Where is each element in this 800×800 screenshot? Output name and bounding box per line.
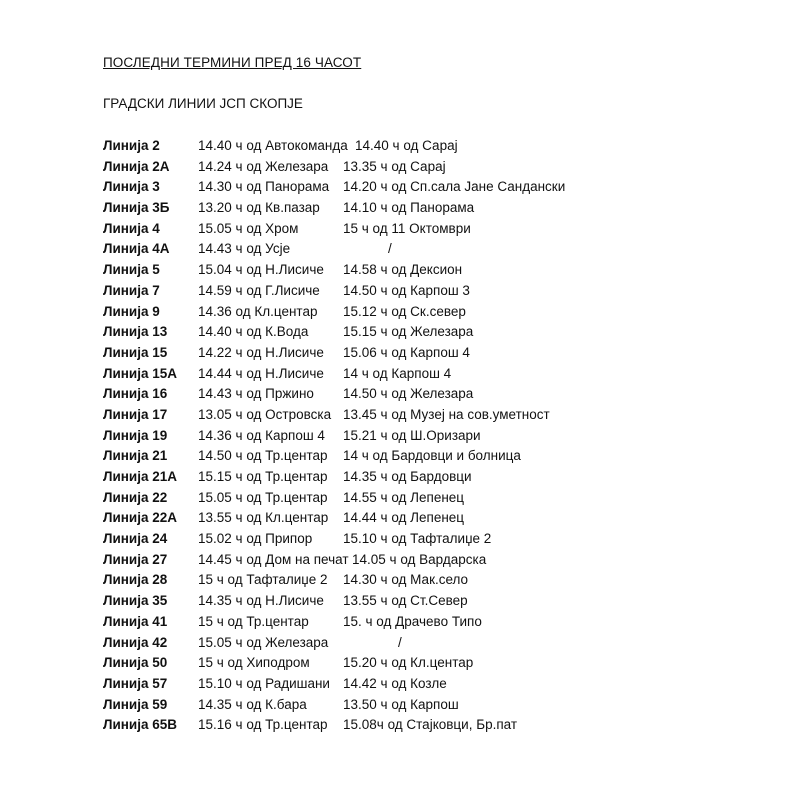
second-departure: 15.10 ч од Тафталиџе 2 (343, 531, 492, 547)
line-name: Линија 7 (103, 282, 160, 298)
schedule-row (103, 715, 723, 736)
second-departure: 14.42 ч од Козле (343, 675, 447, 691)
schedule-row (103, 177, 723, 198)
line-name: Линија 50 (103, 655, 168, 671)
first-departure: 15 ч од Хиподром (198, 655, 310, 671)
line-name: Линија 17 (103, 406, 168, 422)
second-departure: 14 ч од Бардовци и болница (343, 448, 521, 464)
schedule-row (103, 446, 723, 467)
first-departure: 14.24 ч од Железара (198, 158, 329, 174)
first-departure: 15.16 ч од Тр.центар (198, 717, 328, 733)
line-name: Линија 3Б (103, 200, 170, 216)
schedule-row (103, 157, 723, 178)
line-name: Линија 2А (103, 158, 170, 174)
schedule-row (103, 405, 723, 426)
schedule-row (103, 302, 723, 323)
second-departure: / (388, 241, 392, 257)
second-departure: 14.40 ч од Сарај (355, 138, 458, 153)
schedule-row (103, 488, 723, 509)
first-departure: 14.30 ч од Панорама (198, 179, 330, 195)
first-departure: 14.40 ч од К.Вода (198, 324, 309, 340)
first-departure: 15.05 ч од Хром (198, 220, 299, 236)
first-departure: 13.20 ч од Кв.пазар (198, 200, 320, 216)
second-departure: 15.06 ч од Карпош 4 (343, 344, 470, 360)
schedule-row (103, 426, 723, 447)
second-departure: / (398, 634, 402, 650)
schedule-row (103, 653, 723, 674)
second-departure: 14.10 ч од Панорама (343, 200, 475, 216)
second-departure: 14.20 ч од Сп.сала Јане Сандански (343, 179, 566, 195)
schedule-row (103, 674, 723, 695)
first-departure: 14.43 ч од Усје (198, 241, 291, 257)
schedule-row (103, 467, 723, 488)
second-departure: 14.50 ч од Карпош 3 (343, 282, 470, 298)
first-departure: 15 ч од Тр.центар (198, 613, 309, 629)
line-name: Линија 19 (103, 427, 168, 443)
second-departure: 14.05 ч од Вардарска (352, 551, 487, 567)
first-departure: 14.22 ч од Н.Лисиче (198, 344, 324, 360)
second-departure: 15.20 ч од Кл.центар (343, 655, 474, 671)
line-name: Линија 59 (103, 696, 168, 712)
schedule-row (103, 591, 723, 612)
first-departure: 14.45 ч од Дом на печат (198, 551, 349, 567)
line-name: Линија 35 (103, 593, 168, 609)
first-departure: 14.59 ч од Г.Лисиче (198, 282, 320, 298)
line-name: Линија 22А (103, 510, 177, 526)
line-name: Линија 5 (103, 262, 160, 278)
document-subtitle: ГРАДСКИ ЛИНИИ ЈСП СКОПЈЕ (103, 96, 303, 111)
second-departure: 15.21 ч од Ш.Оризари (343, 427, 481, 443)
schedule-row (103, 239, 723, 260)
first-departure: 14.43 ч од Пржино (198, 386, 314, 402)
schedule-row (103, 343, 723, 364)
first-departure: 14.40 ч од Автокоманда (198, 138, 348, 153)
second-departure: 15.12 ч од Ск.север (343, 303, 466, 319)
first-departure: 15 ч од Тафталиџе 2 (198, 572, 328, 588)
first-departure: 15.04 ч од Н.Лисиче (198, 262, 324, 278)
schedule-row (103, 612, 723, 633)
second-departure: 15.15 ч од Железара (343, 324, 474, 340)
line-name: Линија 4А (103, 241, 170, 257)
second-departure: 13.55 ч од Ст.Север (343, 593, 468, 609)
second-departure: 13.50 ч од Карпош (343, 696, 459, 712)
second-departure: 14.44 ч од Лепенец (343, 510, 465, 526)
first-departure: 13.55 ч од Кл.центар (198, 510, 329, 526)
line-name: Линија 21 (103, 448, 168, 464)
schedule-row (103, 136, 723, 157)
line-name: Линија 9 (103, 303, 160, 319)
line-name: Линија 57 (103, 675, 168, 691)
line-name: Линија 13 (103, 324, 168, 340)
second-departure: 13.35 ч од Сарај (343, 158, 446, 174)
first-departure: 14.35 ч од К.бара (198, 696, 307, 712)
second-departure: 15. ч од Драчево Типо (343, 613, 482, 629)
line-name: Линија 28 (103, 572, 168, 588)
line-name: Линија 3 (103, 179, 160, 195)
schedule-row (103, 322, 723, 343)
line-name: Линија 41 (103, 613, 168, 629)
second-departure: 15.08ч од Стајковци, Бр.пат (343, 717, 518, 733)
schedule-row (103, 508, 723, 529)
document-title: ПОСЛЕДНИ ТЕРМИНИ ПРЕД 16 ЧАСОТ (103, 55, 362, 70)
first-departure: 14.36 од Кл.центар (198, 303, 318, 319)
line-name: Линија 15 (103, 344, 168, 360)
line-name: Линија 4 (103, 220, 160, 236)
first-departure: 15.15 ч од Тр.центар (198, 469, 328, 484)
line-name: Линија 2 (103, 138, 160, 153)
second-departure: 14.58 ч од Дексион (343, 262, 463, 278)
schedule-row (103, 529, 723, 550)
line-name: Линија 24 (103, 531, 168, 547)
second-departure: 14.30 ч од Мак.село (343, 572, 469, 588)
first-departure: 15.02 ч од Припор (198, 531, 313, 547)
schedule-row (103, 633, 723, 654)
schedule-row (103, 198, 723, 219)
first-departure: 14.35 ч од Н.Лисиче (198, 593, 324, 609)
line-name: Линија 42 (103, 634, 168, 650)
schedule-row (103, 384, 723, 405)
second-departure: 14.35 ч од Бардовци (343, 469, 472, 484)
first-departure: 13.05 ч од Островска (198, 406, 332, 422)
schedule-row (103, 550, 723, 571)
second-departure: 13.45 ч од Музеј на сов.уметност (343, 406, 550, 422)
first-departure: 15.05 ч од Железара (198, 634, 329, 650)
schedule-row (103, 281, 723, 302)
line-name: Линија 16 (103, 386, 168, 402)
second-departure: 14 ч од Карпош 4 (343, 365, 452, 381)
schedule-row (103, 695, 723, 716)
line-name: Линија 65В (103, 717, 177, 733)
line-name: Линија 21А (103, 469, 177, 484)
line-name: Линија 27 (103, 551, 168, 567)
first-departure: 14.44 ч од Н.Лисиче (198, 365, 324, 381)
schedule-row (103, 364, 723, 385)
schedule-list (103, 136, 723, 736)
schedule-row (103, 570, 723, 591)
first-departure: 15.05 ч од Тр.центар (198, 489, 328, 505)
second-departure: 14.50 ч од Железара (343, 386, 474, 402)
first-departure: 14.36 ч од Карпош 4 (198, 427, 325, 443)
line-name: Линија 22 (103, 489, 168, 505)
second-departure: 14.55 ч од Лепенец (343, 489, 465, 505)
line-name: Линија 15А (103, 365, 177, 381)
first-departure: 15.10 ч од Радишани (198, 675, 330, 691)
schedule-row (103, 219, 723, 240)
schedule-row (103, 260, 723, 281)
first-departure: 14.50 ч од Тр.центар (198, 448, 328, 464)
second-departure: 15 ч од 11 Октомври (343, 220, 471, 236)
